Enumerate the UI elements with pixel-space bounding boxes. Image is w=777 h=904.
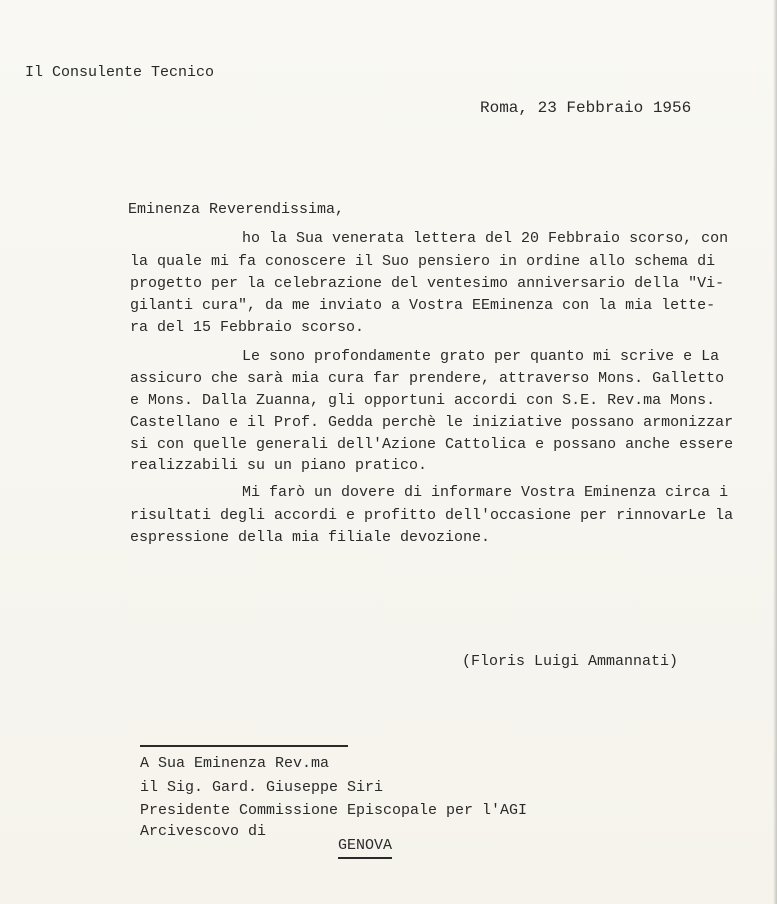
letter-header: Il Consulente Tecnico (25, 64, 215, 81)
page-edge-shadow (773, 0, 777, 904)
address-divider (140, 745, 348, 747)
body-line: e Mons. Dalla Zuanna, gli opportuni accordi con S.E. Rev.ma Mons. (130, 392, 716, 409)
address-line: il Sig. Gard. Giuseppe Siri (140, 779, 384, 796)
salutation: Eminenza Reverendissima, (128, 201, 345, 218)
body-line: gilanti cura", da me inviato a Vostra EEminenza con la mia lette- (130, 297, 716, 314)
body-line: Le sono profondamente grato per quanto mi scrive e La (242, 348, 720, 365)
body-line: ra del 15 Febbraio scorso. (130, 319, 365, 336)
body-line: espressione della mia filiale devozione. (130, 529, 491, 546)
body-line: la quale mi fa conoscere il Suo pensiero in ordine allo schema di (130, 253, 716, 270)
body-line: assicuro che sarà mia cura far prendere, attraverso Mons. Galletto (130, 370, 725, 387)
address-line: Arcivescovo di (140, 823, 267, 840)
body-line: ho la Sua venerata lettera del 20 Febbraio scorso, con (242, 230, 729, 247)
address-city: GENOVA (338, 836, 392, 859)
body-line: Castellano e il Prof. Gedda perchè le iniziative possano armonizzar (130, 414, 734, 431)
letter-date: Roma, 23 Febbraio 1956 (480, 99, 692, 117)
address-line: A Sua Eminenza Rev.ma (140, 755, 330, 772)
body-line: risultati degli accordi e profitto dell'occasione per rinnovarLe la (130, 507, 734, 524)
body-line: si con quelle generali dell'Azione Cattolica e possano anche essere (130, 436, 734, 453)
body-line: Mi farò un dovere di informare Vostra Eminenza circa i (242, 484, 729, 501)
body-line: realizzabili su un piano pratico. (130, 457, 428, 474)
signature: (Floris Luigi Ammannati) (462, 653, 679, 670)
address-line: Presidente Commissione Episcopale per l'AGI (140, 802, 528, 819)
body-line: progetto per la celebrazione del ventesimo anniversario della "Vi- (130, 275, 725, 292)
